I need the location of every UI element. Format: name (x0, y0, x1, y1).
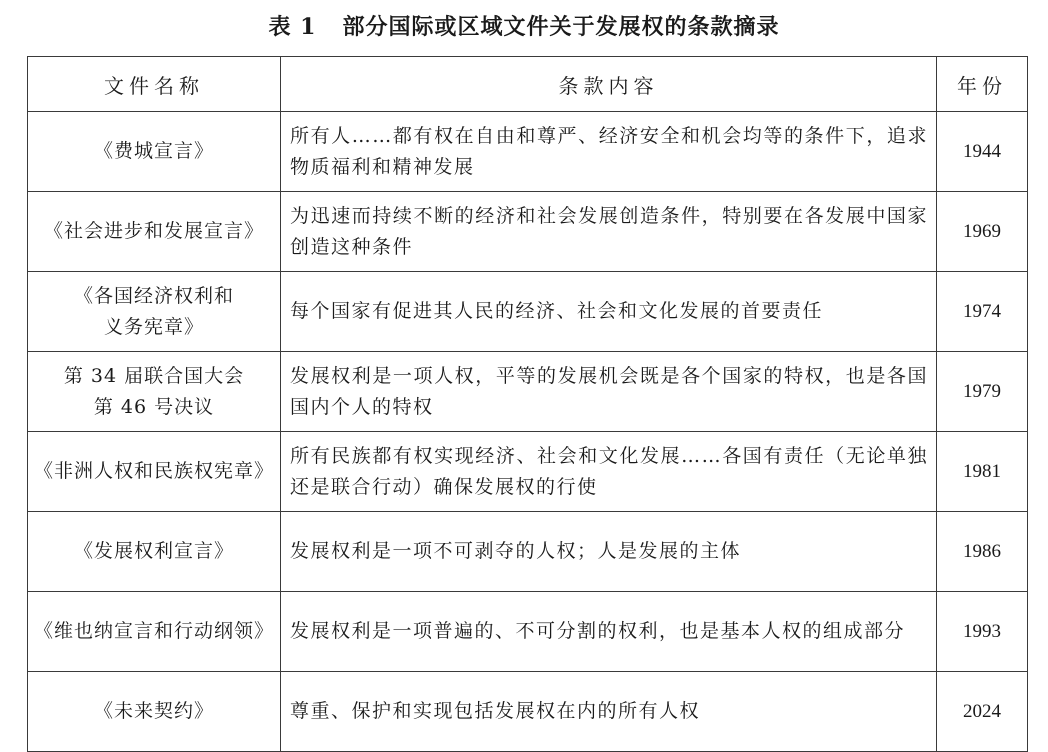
document-name-cell (28, 512, 281, 592)
document-name: 《未来契约》 (93, 700, 214, 722)
year-cell: 1944 (937, 112, 1028, 192)
provision-content: 为迅速而持续不断的经济和社会发展创造条件，特别要在各发展中国家创造这种条件 (281, 192, 937, 272)
provision-content: 每个国家有促进其人民的经济、社会和文化发展的首要责任 (281, 272, 937, 352)
document-name-line: 《各国经济权利和 (73, 284, 234, 307)
table-row (28, 112, 1028, 192)
header-year: 年份 (937, 57, 1028, 112)
table-row (28, 432, 1028, 512)
year-cell: 1981 (937, 432, 1028, 512)
document-name-line: 第 34 届联合国大会 (63, 364, 245, 387)
table-row (28, 352, 1028, 432)
document-name-line: 第 46 号决议 (93, 395, 215, 418)
document-name-line: 义务宪章》 (103, 315, 204, 338)
table-title: 部分国际或区域文件关于发展权的条款摘录 (342, 14, 780, 40)
table-caption (0, 10, 1048, 41)
document-name-cell (28, 272, 281, 352)
document-name: 《发展权利宣言》 (73, 540, 234, 562)
document-name: 《费城宣言》 (93, 140, 214, 162)
table-row (28, 592, 1028, 672)
provision-content: 尊重、保护和实现包括发展权在内的所有人权 (281, 672, 937, 752)
header-row (28, 57, 1028, 112)
provisions-table (27, 56, 1028, 752)
table-row (28, 272, 1028, 352)
table-number: 表 1 (268, 14, 317, 40)
year-cell: 1974 (937, 272, 1028, 352)
table-row (28, 672, 1028, 752)
year-cell: 1969 (937, 192, 1028, 272)
table-row (28, 192, 1028, 272)
document-name-cell (28, 192, 281, 272)
document-name-cell (28, 112, 281, 192)
provision-content: 所有人……都有权在自由和尊严、经济安全和机会均等的条件下，追求物质福利和精神发展 (281, 112, 937, 192)
table-row (28, 512, 1028, 592)
document-name-cell (28, 672, 281, 752)
document-name-cell (28, 592, 281, 672)
document-name: 《非洲人权和民族权宪章》 (33, 460, 274, 482)
year-cell: 1993 (937, 592, 1028, 672)
provision-content: 发展权利是一项不可剥夺的人权；人是发展的主体 (281, 512, 937, 592)
provision-content: 发展权利是一项普遍的、不可分割的权利，也是基本人权的组成部分 (281, 592, 937, 672)
year-cell: 1986 (937, 512, 1028, 592)
year-cell: 1979 (937, 352, 1028, 432)
document-name: 《社会进步和发展宣言》 (43, 220, 264, 242)
document-name: 《维也纳宣言和行动纲领》 (33, 620, 274, 642)
provision-content: 发展权利是一项人权，平等的发展机会既是各个国家的特权，也是各国国内个人的特权 (281, 352, 937, 432)
document-name-cell (28, 432, 281, 512)
header-document-name: 文件名称 (28, 57, 281, 112)
document-name-cell (28, 352, 281, 432)
year-cell: 2024 (937, 672, 1028, 752)
provision-content: 所有民族都有权实现经济、社会和文化发展……各国有责任（无论单独还是联合行动）确保发展权的行使 (281, 432, 937, 512)
header-provision-content: 条款内容 (281, 57, 937, 112)
